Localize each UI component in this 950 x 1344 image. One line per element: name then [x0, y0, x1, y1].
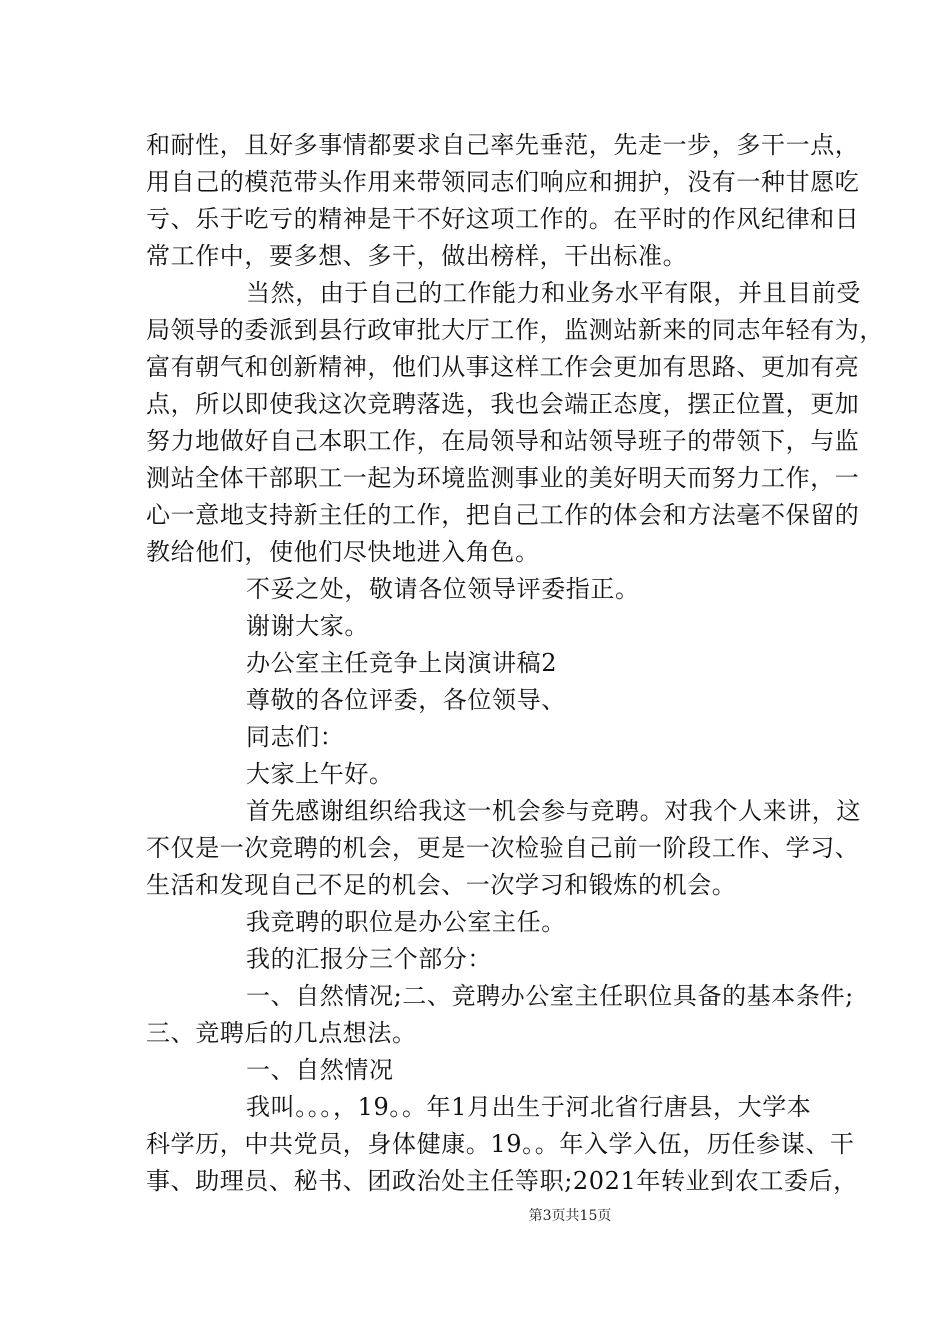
text-line: 测站全体干部职工一起为环境监测事业的美好明天而努力工作，一 [146, 464, 860, 492]
text-line: 局领导的委派到县行政审批大厅工作，监测站新来的同志年轻有为， [146, 316, 884, 344]
salutation-line: 同志们： [246, 723, 345, 751]
text-line: 事、助理员、秘书、团政治处主任等职;2021年转业到农工委后， [146, 1167, 858, 1195]
text-line: 点，所以即使我这次竞聘落选，我也会端正态度，摆正位置，更加 [146, 390, 860, 418]
page-number: 第3页共15页 [528, 1208, 612, 1224]
text-line: 三、竞聘后的几点想法。 [146, 1019, 417, 1047]
page-footer [0, 1205, 950, 1225]
text-line: 用自己的模范带头作用来带领同志们响应和拥护，没有一种甘愿吃 [146, 168, 860, 196]
text-line: 亏、乐于吃亏的精神是干不好这项工作的。在平时的作风纪律和日 [146, 205, 860, 233]
salutation-line: 尊敬的各位评委，各位领导、 [246, 686, 566, 714]
text-line: 富有朝气和创新精神，他们从事这样工作会更加有思路、更加有亮 [146, 353, 860, 381]
text-line: 心一意地支持新主任的工作，把自己工作的体会和方法毫不保留的 [146, 501, 860, 529]
text-line: 常工作中，要多想、多干，做出榜样，干出标准。 [146, 242, 688, 270]
text-line: 生活和发现自己不足的机会、一次学习和锻炼的机会。 [146, 871, 737, 899]
paragraph-start-line: 一、自然情况;二、竞聘办公室主任职位具备的基本条件; [246, 982, 854, 1010]
text-line: 不仅是一次竞聘的机会，更是一次检验自己前一阶段工作、学习、 [146, 834, 860, 862]
text-line: 教给他们，使他们尽快地进入角色。 [146, 538, 540, 566]
paragraph-start-line: 不妥之处，敬请各位领导评委指正。 [246, 575, 640, 603]
paragraph-start-line: 我叫。。。，19。。年1月出生于河北省行唐县，大学本 [246, 1093, 812, 1121]
greeting-line: 大家上午好。 [246, 760, 394, 788]
text-line: 努力地做好自己本职工作，在局领导和站领导班子的带领下，与监 [146, 427, 860, 455]
text-line: 和耐性，且好多事情都要求自己率先垂范，先走一步，多干一点， [146, 131, 860, 159]
paragraph-start-line: 我的汇报分三个部分： [246, 945, 492, 973]
paragraph-start-line: 当然，由于自己的工作能力和业务水平有限，并且目前受 [246, 279, 861, 307]
paragraph-start-line: 首先感谢组织给我这一机会参与竞聘。对我个人来讲，这 [246, 797, 861, 825]
text-line: 科学历，中共党员，身体健康。19。。年入学入伍，历任参谋、干 [146, 1130, 855, 1158]
section-heading: 一、自然情况 [246, 1056, 394, 1084]
paragraph-start-line: 我竞聘的职位是办公室主任。 [246, 908, 566, 936]
paragraph-start-line: 谢谢大家。 [246, 612, 369, 640]
section-title: 办公室主任竞争上岗演讲稿2 [246, 649, 558, 677]
